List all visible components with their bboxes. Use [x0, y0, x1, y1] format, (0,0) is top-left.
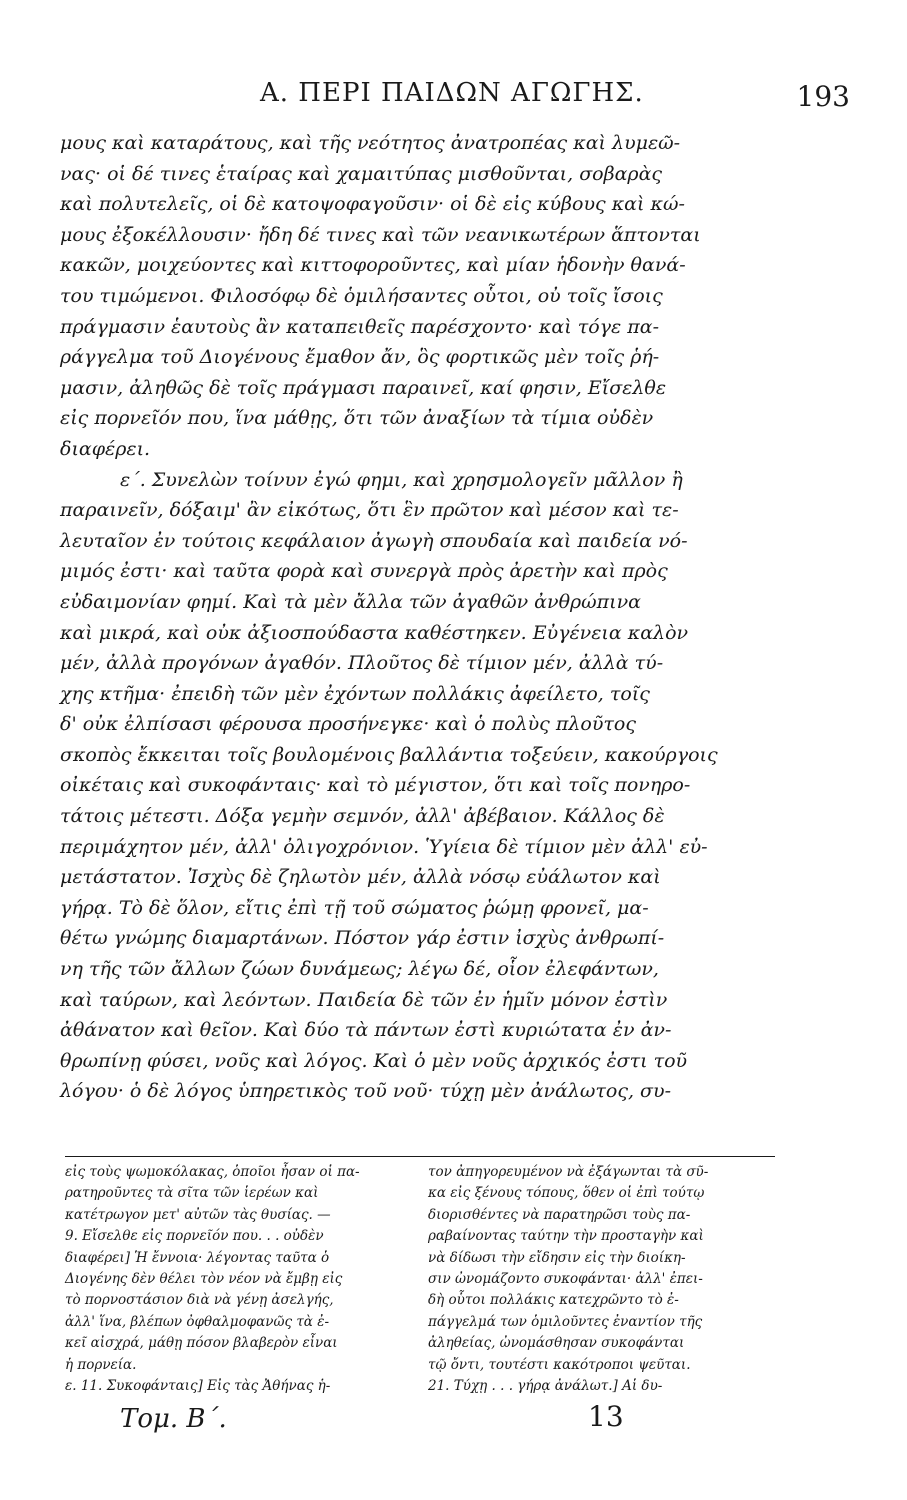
main-text: μους καὶ καταράτους, καὶ τῆς νεότητος ἀνατροπέας καὶ λυμεῶ- νας· οἱ δέ τινες ἑταίρας καὶ χαμαιτύπας μισθοῦνται, σοβαρὰς καὶ πολυτελεῖς, οἱ δὲ κατοψοφαγοῦσιν· οἱ δὲ εἰς κύβους καὶ κώ- μους ἐξοκέλλουσιν· ἤδη δέ τινες καὶ τῶν νεανικωτέρων ἅπτονται κακῶν, μοιχεύοντες καὶ κιττοφοροῦντες, καὶ μίαν ἡδονὴν θανά- του τιμώμενοι. Φιλοσόφῳ δὲ ὁμιλήσαντες οὗτοι, οὐ τοῖς ἴσοις πράγμασιν ἑαυτοὺς ἂν καταπειθεῖς παρέσχοντο· καὶ τόγε πα- ράγγελμα τοῦ Διογένους ἔμαθον ἄν, ὃς φορτικῶς μὲν τοῖς ῥή- μασιν, ἀληθῶς δὲ τοῖς πράγμασι παραινεῖ, καί φησιν, Εἴσελθε εἰς πορνεῖόν που, ἵνα μάθῃς, ὅτι τῶν ἀναξίων τὰ τίμια οὐδὲν διαφέρει. ε΄. Συνελὼν τοίνυν ἐγώ φημι, καὶ χρησμολογεῖν μᾶλλον ἢ παραινεῖν, δόξαιμ' ἂν εἰκότως, ὅτι ἓν πρῶτον καὶ μέσον καὶ τε- λευταῖον ἐν τούτοις κεφάλαιον ἀγωγὴ σπουδαία καὶ παιδεία νό- μιμός ἐστι· καὶ ταῦτα φορὰ καὶ συνεργὰ πρὸς ἀρετὴν καὶ πρὸς εὐδαιμονίαν φημί. Καὶ τὰ μὲν ἄλλα τῶν ἀγαθῶν ἀνθρώπινα καὶ μικρά, καὶ οὐκ ἀξιοσπούδαστα καθέστηκεν. Εὐγένεια καλὸν μέν, ἀλλὰ προγόνων ἀγαθόν. Πλοῦτος δὲ τίμιον μέν, ἀλλὰ τύ- χης κτῆμα· ἐπειδὴ τῶν μὲν ἐχόντων πολλάκις ἀφείλετο, τοῖς δ' οὐκ ἐλπίσασι φέρουσα προσήνεγκε· καὶ ὁ πολὺς πλοῦτος σκοπὸς ἔκκειται τοῖς βουλομένοις βαλλάντια τοξεύειν, κακούργοις οἰκέταις καὶ συκοφάνταις· καὶ τὸ μέγιστον, ὅτι καὶ τοῖς πονηρο- τάτοις μέτεστι. Δόξα γεμὴν σεμνόν, ἀλλ' ἀβέβαιον. Κάλλος δὲ περιμάχητον μέν, ἀλλ' ὀλιγοχρόνιον. Ὑγίεια δὲ τίμιον μὲν ἀλλ' εὐ- μετάστατον. Ἰσχὺς δὲ ζηλωτὸν μέν, ἀλλὰ νόσῳ εὐάλωτον καὶ γήρᾳ. Τὸ δὲ ὅλον, εἴτις ἐπὶ τῇ τοῦ σώματος ῥώμῃ φρονεῖ, μα- θέτω γνώμης διαμαρτάνων. Πόστον γάρ ἐστιν ἰσχὺς ἀνθρωπί- νη τῆς τῶν ἄλλων ζώων δυνάμεως; λέγω δέ, οἷον ἐλεφάντων, καὶ ταύρων, καὶ λεόντων. Παιδεία δὲ τῶν ἐν ἡμῖν μόνον ἐστὶν ἀθάνατον καὶ θεῖον. Καὶ δύο τὰ πάντων ἐστὶ κυριώτατα ἐν ἀν- θρωπίνῃ φύσει, νοῦς καὶ λόγος. Καὶ ὁ μὲν νοῦς ἀρχικός ἐστι τοῦ λόγου· ὁ δὲ λόγος ὑπηρετικὸς τοῦ νοῦ· τύχῃ μὲν ἀνάλωτος, συ-	[60, 132, 718, 1103]
page-header	[60, 72, 850, 122]
footnote-rule	[65, 1156, 775, 1157]
text-line: ε΄. Συνελὼν τοίνυν ἐγώ φημι, καὶ χρησμολογεῖν μᾶλλον ἢ	[120, 468, 683, 491]
footnotes-right-column: τον ἀπηγορευμένον νὰ ἐξάγωνται τὰ σῦ- κα εἰς ξένους τόπους, ὅθεν οἱ ἐπὶ τούτῳ διορισθέντες νὰ παρατηρῶσι τοὺς πα- ραβαίνοντας ταύτην τὴν προσταγὴν καὶ νὰ δίδωσι τὴν εἴδησιν εἰς τὴν διοίκη- σιν ὠνομάζοντο συκοφάνται· ἀλλ' ἐπει- δὴ οὗτοι πολλάκις κατεχρῶντο τὸ ἐ- πάγγελμά των ὁμιλοῦντες ἐναντίον τῆς ἀληθείας, ὠνομάσθησαν συκοφάνται τῷ ὄντι, τουτέστι κακότροποι ψεῦται. 21. Τύχῃ . . . γήρᾳ ἀνάλωτ.] Αἱ δυ-	[428, 1164, 709, 1394]
page-number: 193	[796, 80, 850, 113]
footnotes-left-column: εἰς τοὺς ψωμοκόλακας, ὁποῖοι ἦσαν οἱ πα- ρατηροῦντες τὰ σῖτα τῶν ἱερέων καὶ κατέτρωγον μετ' αὐτῶν τὰς θυσίας. — 9. Εἴσελθε εἰς πορνεῖόν που. . . οὐδὲν διαφέρει] Ἡ ἔννοια· λέγοντας ταῦτα ὁ Διογένης δὲν θέλει τὸν νέον νὰ ἔμβῃ εἰς τὸ πορνοστάσιον διὰ νὰ γένῃ ἀσελγής, ἀλλ' ἵνα, βλέπων ὀφθαλμοφανῶς τὰ ἐ- κεῖ αἰσχρά, μάθῃ πόσον βλαβερὸν εἶναι ἡ πορνεία. ε. 11. Συκοφάνταις] Εἰς τὰς Ἀθήνας ἡ-	[65, 1164, 360, 1394]
sheet-number: 13	[588, 1400, 624, 1433]
running-title: Α. ΠΕΡΙ ΠΑΙΔΩΝ ΑΓΩΓΗΣ.	[260, 78, 644, 108]
signature-mark: Τομ. Β΄.	[120, 1404, 227, 1434]
